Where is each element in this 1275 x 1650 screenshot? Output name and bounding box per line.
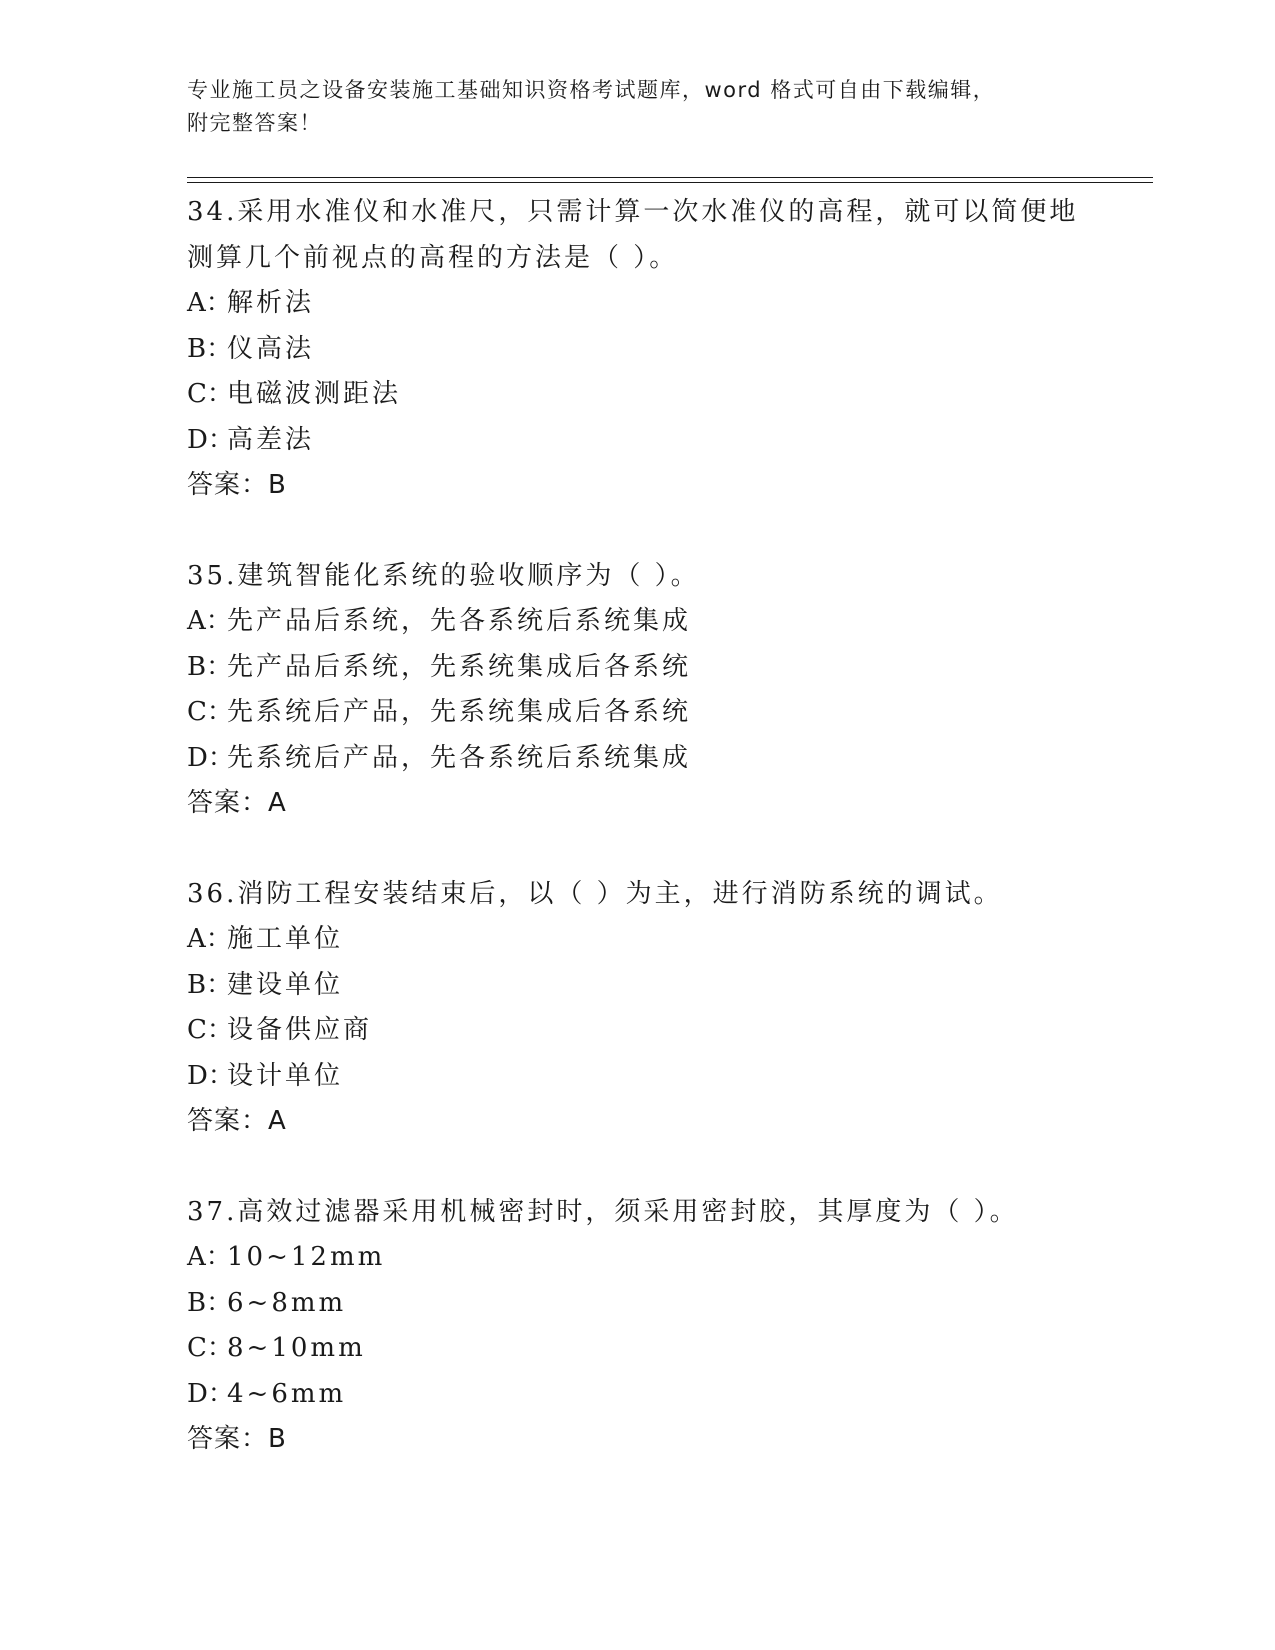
option-c (187, 372, 1147, 418)
option-text: 4~6mm (227, 1378, 347, 1409)
option-text: 设计单位 (227, 1060, 344, 1091)
option-text: 先产品后系统，先系统集成后各系统 (227, 651, 692, 682)
question-stem: 35.建筑智能化系统的验收顺序为（ ）。 (187, 560, 700, 591)
option-text: 10~12mm (227, 1242, 386, 1272)
option-text: 施工单位 (227, 924, 344, 954)
header-line-2: 附完整答案！ (187, 111, 322, 135)
option-key: A： (187, 606, 232, 636)
option-key: B： (187, 1287, 233, 1318)
question-stem: 36.消防工程安装结束后，以（ ）为主，进行消防系统的调试。 (187, 878, 1003, 909)
option-key: B： (187, 651, 233, 682)
option-key: C： (187, 1333, 233, 1363)
option-a (187, 917, 1147, 963)
answer-label: 答案：A (187, 1106, 287, 1136)
option-a (187, 599, 1147, 645)
option-key: A： (187, 288, 232, 318)
question-list (187, 190, 1147, 1508)
option-key: C： (187, 1015, 233, 1045)
option-text: 先产品后系统，先各系统后系统集成 (227, 606, 692, 636)
option-a (187, 1235, 1147, 1281)
option-key: D： (187, 742, 234, 773)
option-key: D： (187, 1060, 234, 1091)
answer-label: 答案：B (187, 470, 287, 500)
option-text: 高差法 (227, 424, 315, 455)
option-a (187, 281, 1147, 327)
option-b (187, 963, 1147, 1009)
option-text: 解析法 (227, 288, 315, 318)
option-d (187, 1054, 1147, 1100)
option-key: C： (187, 379, 233, 409)
option-c (187, 690, 1147, 736)
question-35 (187, 554, 1147, 827)
option-b (187, 1281, 1147, 1327)
option-text: 建设单位 (227, 969, 344, 1000)
option-key: B： (187, 333, 233, 364)
option-b (187, 327, 1147, 373)
question-36 (187, 872, 1147, 1145)
option-c (187, 1326, 1147, 1372)
header-divider-top (187, 177, 1153, 178)
option-d (187, 736, 1147, 782)
header-divider-bottom (187, 182, 1153, 183)
document-header (187, 74, 1087, 140)
option-text: 先系统后产品，先各系统后系统集成 (227, 742, 692, 773)
option-d (187, 418, 1147, 464)
option-text: 设备供应商 (227, 1015, 373, 1045)
question-stem: 37.高效过滤器采用机械密封时，须采用密封胶，其厚度为（ ）。 (187, 1196, 1019, 1227)
option-key: A： (187, 1242, 232, 1272)
option-key: D： (187, 424, 234, 455)
answer-label: 答案：B (187, 1424, 287, 1454)
question-37 (187, 1190, 1147, 1463)
answer-label: 答案：A (187, 788, 287, 818)
option-b (187, 645, 1147, 691)
option-d (187, 1372, 1147, 1418)
option-c (187, 1008, 1147, 1054)
option-key: D： (187, 1378, 234, 1409)
option-text: 先系统后产品，先系统集成后各系统 (227, 697, 692, 727)
header-line-1: 专业施工员之设备安装施工基础知识资格考试题库，word 格式可自由下载编辑， (187, 78, 996, 102)
option-text: 8~10mm (227, 1333, 366, 1363)
option-text: 电磁波测距法 (227, 379, 402, 409)
question-34 (187, 190, 1147, 509)
question-stem: 34.采用水准仪和水准尺，只需计算一次水准仪的高程，就可以简便地测算几个前视点的高程的方法是（ ）。 (187, 197, 1079, 273)
option-text: 6~8mm (227, 1287, 347, 1318)
option-key: A： (187, 924, 232, 954)
option-key: C： (187, 697, 233, 727)
option-text: 仪高法 (227, 333, 315, 364)
option-key: B： (187, 969, 233, 1000)
